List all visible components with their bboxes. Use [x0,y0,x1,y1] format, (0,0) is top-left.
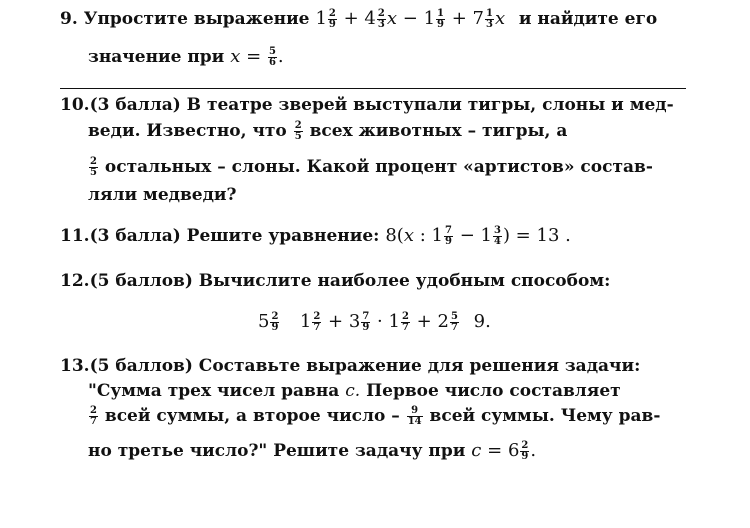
problem-13-line-4: но третье число?" Решите задачу при c = 6 $\frac{2}{9}$ . [88,439,537,462]
problem-10-line-1: 10.(3 балла) В театре зверей выступали тигры, слоны и мед- [60,95,674,115]
problem-9-expression: 1 $\frac{2}{9}$ + 4 $\frac{2}{3}$ x − 1 $\frac{1}{9}$ + 7 $\frac{1}{3}$ x [315,7,506,30]
problem-10-line-4: ляли медведи? [88,185,237,205]
problem-10-line-2: веди. Известно, что $\frac{2}{5}$ всех животных – тигры, а [88,120,568,142]
problem-9-line-2 [88,46,284,68]
problem-10-line-3: $\frac{2}{5}$ остальных – слоны. Какой процент «артистов» состав- [90,156,653,178]
problem-9-text-b: и найдите его [518,9,658,29]
problem-9-condition: x = $\frac{5}{6}$ . [230,45,284,68]
fraction-2-5-second: $\frac{2}{5}$ [90,156,97,178]
problem-13-line-1: 13.(5 баллов) Составьте выражение для решения задачи: [60,356,641,376]
problem-12-expression: 5 $\frac{2}{9}$ 1 $\frac{2}{7}$ + 3 $\frac{7}{9}$ · 1 $\frac{2}{7}$ + 2 $\frac{5}{7}$ 9. [258,310,491,333]
problem-12: 12.(5 баллов) Вычислите наиболее удобным способом: [60,271,611,291]
problem-13-line-3: $\frac{2}{7}$ всей суммы, а второе число – $\frac{9}{14}$ всей суммы. Чему рав- [90,405,661,427]
separator-line [60,88,686,89]
fraction-9-14: $\frac{9}{14}$ [407,405,422,427]
fraction-2-5: $\frac{2}{5}$ [294,120,302,142]
problem-9-number: 9. [60,9,78,29]
problem-9-line2-text: значение при [88,47,225,67]
problem-9-line-1 [60,8,657,30]
fraction-2-7: $\frac{2}{7}$ [90,405,97,427]
problem-11: 11.(3 балла) Решите уравнение: 8(x : 1 $\frac{7}{9}$ − 1 $\frac{3}{4}$ ) = 13 . [60,224,571,247]
problem-11-equation: 8(x : 1 $\frac{7}{9}$ − 1 $\frac{3}{4}$ ) = 13 . [385,224,571,247]
problem-13-line-2: "Сумма трех чисел равна c. Первое число составляет [88,381,621,401]
problem-9-text-a: Упростите выражение [83,9,310,29]
